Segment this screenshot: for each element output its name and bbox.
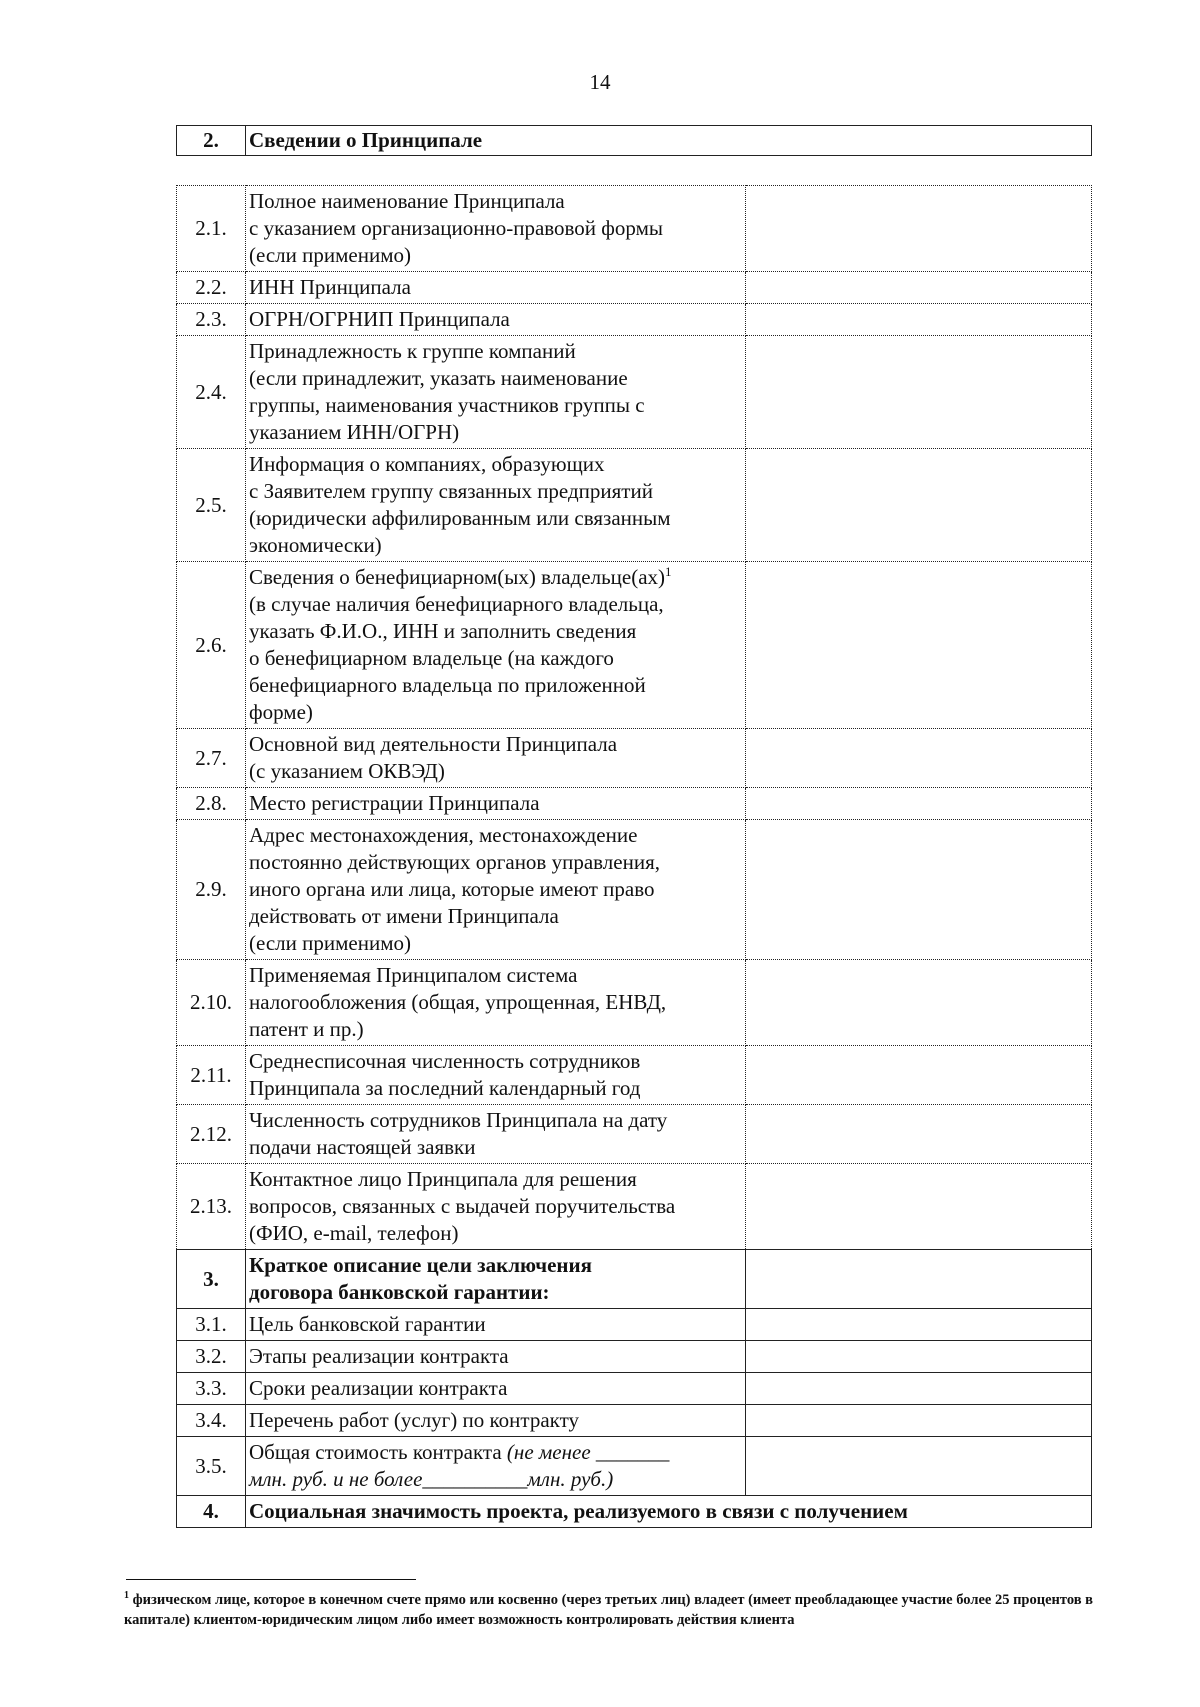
section-4-number: 4. — [177, 1496, 246, 1528]
contract-cost-label: Общая стоимость контракта — [249, 1440, 502, 1464]
table-row — [177, 272, 1092, 304]
page-number: 14 — [589, 70, 611, 94]
row-label-text: указать Ф.И.О., ИНН и заполнить сведения — [249, 619, 637, 643]
row-label-text: с указанием организационно-правовой формы — [249, 216, 663, 240]
row-label-line — [249, 306, 742, 333]
row-label-line — [249, 274, 742, 301]
value-cell[interactable] — [746, 1437, 1092, 1496]
row-label-text: (с указанием ОКВЭД) — [249, 759, 445, 783]
row-label-line — [249, 365, 742, 392]
value-cell[interactable] — [746, 1046, 1092, 1105]
value-cell[interactable] — [746, 304, 1092, 336]
principal-info-table — [176, 185, 1092, 1528]
section-2-header — [176, 125, 1092, 156]
row-label-line — [249, 849, 742, 876]
value-cell[interactable] — [746, 960, 1092, 1046]
table-row — [177, 562, 1092, 729]
row-label-line — [249, 242, 742, 269]
footnote-divider — [126, 1579, 416, 1580]
row-label-line — [249, 1220, 742, 1247]
contract-cost-max: млн. руб. и не более__________млн. руб.) — [249, 1467, 614, 1491]
table-row — [177, 1405, 1092, 1437]
row-label-line — [249, 962, 742, 989]
row-label-text: указанием ИНН/ОГРН) — [249, 420, 460, 444]
row-label-text: (если принадлежит, указать наименование — [249, 366, 628, 390]
section-3-header-row — [177, 1250, 1092, 1309]
row-number: 2.7. — [177, 729, 246, 788]
section-3-title — [246, 1250, 746, 1309]
row-number: 2.8. — [177, 788, 246, 820]
footnote-text: физическом лице, которое в конечном счете прямо или косвенно (через третьих лиц) владеет (имеет преобладающее участие более 25 процентов в капитале) клиентом-юридическим лицом либо имеет возможность контролировать действия клиента — [124, 1592, 1094, 1628]
row-label-text: иного органа или лица, которые имеют право — [249, 877, 655, 901]
table-row — [177, 449, 1092, 562]
row-label — [246, 1046, 746, 1105]
row-label-text: экономически) — [249, 533, 382, 557]
table-row — [177, 304, 1092, 336]
row-label — [246, 186, 746, 272]
row-label — [246, 820, 746, 960]
row-label — [246, 1164, 746, 1250]
row-label-text: с Заявителем группу связанных предприятий — [249, 479, 653, 503]
row-label-text: (если применимо) — [249, 243, 411, 267]
value-cell[interactable] — [746, 1164, 1092, 1250]
value-cell[interactable] — [746, 788, 1092, 820]
row-label-line — [249, 822, 742, 849]
value-cell[interactable] — [746, 562, 1092, 729]
table-row — [177, 336, 1092, 449]
section-2-title: Сведении о Принципале — [246, 126, 1092, 156]
row-label-line — [249, 591, 742, 618]
section-3-rows — [177, 1250, 1092, 1528]
row-number: 2.13. — [177, 1164, 246, 1250]
row-label-text: Информация о компаниях, образующих — [249, 452, 605, 476]
table-row — [177, 1105, 1092, 1164]
row-label — [246, 562, 746, 729]
row-label-text: вопросов, связанных с выдачей поручительства — [249, 1194, 676, 1218]
row-label-text: Адрес местонахождения, местонахождение — [249, 823, 638, 847]
value-cell[interactable] — [746, 820, 1092, 960]
row-label: Сроки реализации контракта — [246, 1373, 746, 1405]
section-3-number: 3. — [177, 1250, 246, 1309]
row-label-text: (если применимо) — [249, 931, 411, 955]
row-label — [246, 272, 746, 304]
row-label-line — [249, 451, 742, 478]
row-label-line — [249, 564, 742, 591]
row-label-line — [249, 1166, 742, 1193]
row-number: 2.9. — [177, 820, 246, 960]
row-label-text: о бенефициарном владельце (на каждого — [249, 646, 614, 670]
row-number: 3.2. — [177, 1341, 246, 1373]
row-label-text: (юридически аффилированным или связанным — [249, 506, 671, 530]
row-number: 2.12. — [177, 1105, 246, 1164]
principal-rows — [177, 186, 1092, 1250]
row-label-line — [249, 1048, 742, 1075]
row-label-text: ОГРН/ОГРНИП Принципала — [249, 307, 510, 331]
row-number: 2.6. — [177, 562, 246, 729]
row-label-line — [249, 392, 742, 419]
row-label-text: (в случае наличия бенефициарного владельца, — [249, 592, 664, 616]
row-label-text: постоянно действующих органов управления, — [249, 850, 660, 874]
row-label-line — [249, 989, 742, 1016]
table-row — [177, 1373, 1092, 1405]
value-cell[interactable] — [746, 1309, 1092, 1341]
row-label-text: Сведения о бенефициарном(ых) владельце(ах) — [249, 565, 666, 589]
row-label-line — [249, 1107, 742, 1134]
row-label-line — [249, 505, 742, 532]
row-label-line — [249, 930, 742, 957]
value-cell[interactable] — [746, 729, 1092, 788]
row-label-line — [249, 419, 742, 446]
row-label-line — [249, 699, 742, 726]
value-cell[interactable] — [746, 1341, 1092, 1373]
value-cell[interactable] — [746, 272, 1092, 304]
row-label-text: Полное наименование Принципала — [249, 189, 565, 213]
row-number: 3.4. — [177, 1405, 246, 1437]
row-label-line — [249, 758, 742, 785]
row-label-text: Основной вид деятельности Принципала — [249, 732, 618, 756]
row-label-text: Применяемая Принципалом система — [249, 963, 578, 987]
row-number: 3.5. — [177, 1437, 246, 1496]
row-label-line — [249, 1134, 742, 1161]
row-label-text: (ФИО, e-mail, телефон) — [249, 1221, 459, 1245]
row-label-text: ИНН Принципала — [249, 275, 411, 299]
row-label — [246, 1105, 746, 1164]
section-3-title-line: договора банковской гарантии: — [249, 1280, 550, 1304]
row-label-line — [249, 645, 742, 672]
row-number: 2.5. — [177, 449, 246, 562]
row-number: 2.2. — [177, 272, 246, 304]
section-3-title-line: Краткое описание цели заключения — [249, 1253, 592, 1277]
row-label: Перечень работ (услуг) по контракту — [246, 1405, 746, 1437]
table-row — [177, 1309, 1092, 1341]
row-label-text: Контактное лицо Принципала для решения — [249, 1167, 637, 1191]
row-number: 2.4. — [177, 336, 246, 449]
table-row — [177, 1164, 1092, 1250]
table-row — [177, 1437, 1092, 1496]
value-cell[interactable] — [746, 186, 1092, 272]
row-number: 3.1. — [177, 1309, 246, 1341]
row-number: 2.3. — [177, 304, 246, 336]
table-row — [177, 186, 1092, 272]
row-label-line — [249, 731, 742, 758]
value-cell[interactable] — [746, 449, 1092, 562]
table-row — [177, 788, 1092, 820]
row-label — [246, 788, 746, 820]
table-row — [177, 729, 1092, 788]
row-label-text: форме) — [249, 700, 313, 724]
row-label-text: Принципала за последний календарный год — [249, 1076, 641, 1100]
value-cell[interactable] — [746, 1373, 1092, 1405]
value-cell[interactable] — [746, 1405, 1092, 1437]
section-4-header-row — [177, 1496, 1092, 1528]
row-number: 3.3. — [177, 1373, 246, 1405]
row-number: 2.1. — [177, 186, 246, 272]
row-number: 2.11. — [177, 1046, 246, 1105]
row-label-text: Место регистрации Принципала — [249, 791, 540, 815]
footnote — [124, 1590, 1114, 1630]
row-label-line — [249, 188, 742, 215]
row-label-line — [249, 478, 742, 505]
table-row — [177, 1341, 1092, 1373]
row-label — [246, 304, 746, 336]
row-label-line — [249, 1075, 742, 1102]
row-label-line — [249, 1016, 742, 1043]
row-label-line — [249, 1193, 742, 1220]
section-4-title: Социальная значимость проекта, реализуемого в связи с получением — [246, 1496, 1092, 1528]
table-row — [177, 1046, 1092, 1105]
row-label — [246, 729, 746, 788]
row-label — [246, 1437, 746, 1496]
row-label: Этапы реализации контракта — [246, 1341, 746, 1373]
row-label-text: Численность сотрудников Принципала на дату — [249, 1108, 668, 1132]
row-label-text: группы, наименования участников группы с — [249, 393, 645, 417]
value-cell[interactable] — [746, 1250, 1092, 1309]
row-label-line — [249, 672, 742, 699]
row-label-text: Принадлежность к группе компаний — [249, 339, 576, 363]
row-label-line — [249, 903, 742, 930]
row-label-text: Среднесписочная численность сотрудников — [249, 1049, 641, 1073]
row-label-text: патент и пр.) — [249, 1017, 364, 1041]
row-label-line — [249, 532, 742, 559]
row-label-text: бенефициарного владельца по приложенной — [249, 673, 646, 697]
row-number: 2.10. — [177, 960, 246, 1046]
row-label-text: подачи настоящей заявки — [249, 1135, 476, 1159]
value-cell[interactable] — [746, 1105, 1092, 1164]
value-cell[interactable] — [746, 336, 1092, 449]
contract-cost-min: (не менее _______ — [506, 1440, 670, 1464]
row-label-line — [249, 338, 742, 365]
table-row — [177, 820, 1092, 960]
footnote-mark: 1 — [124, 1590, 129, 1602]
section-2-number: 2. — [177, 126, 246, 156]
row-label-text: налогообложения (общая, упрощенная, ЕНВД, — [249, 990, 667, 1014]
table-row — [177, 960, 1092, 1046]
row-label-line — [249, 1439, 742, 1466]
row-label — [246, 336, 746, 449]
row-label-text: действовать от имени Принципала — [249, 904, 559, 928]
footnote-reference: 1 — [665, 564, 672, 579]
row-label-line — [249, 215, 742, 242]
row-label: Цель банковской гарантии — [246, 1309, 746, 1341]
row-label-line — [249, 876, 742, 903]
row-label-line — [249, 618, 742, 645]
row-label — [246, 960, 746, 1046]
row-label — [246, 449, 746, 562]
row-label-line — [249, 790, 742, 817]
